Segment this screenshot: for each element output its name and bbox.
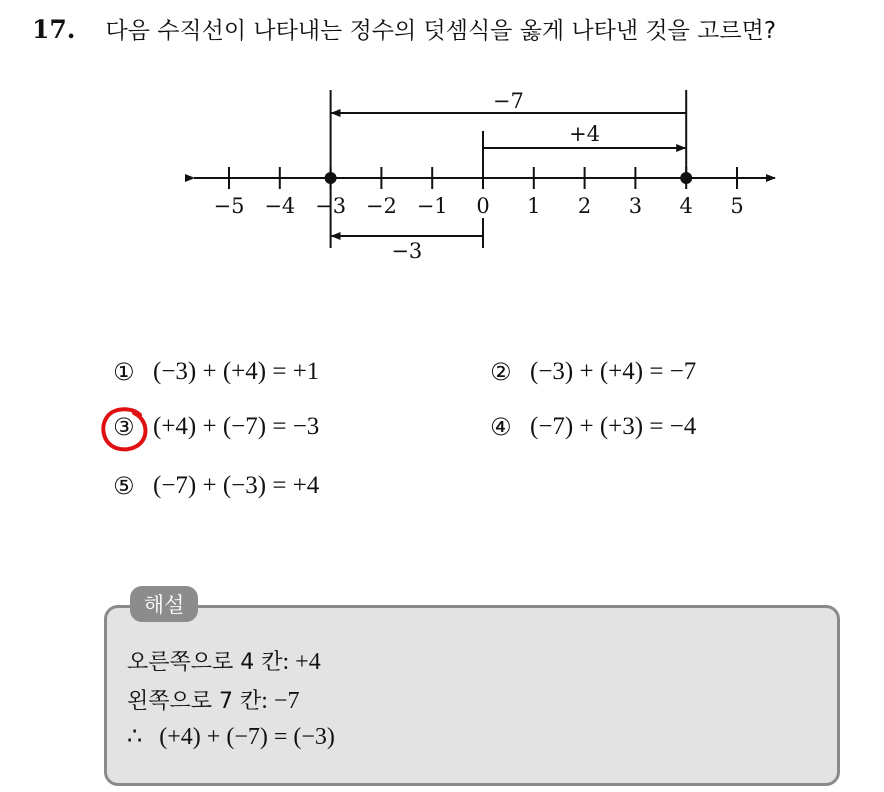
solution-line-3 bbox=[127, 722, 335, 751]
solution-line-3-expr: (+4) + (−7) = (−3) bbox=[159, 724, 335, 750]
choice-2[interactable] bbox=[490, 358, 696, 386]
tick-label--3: −3 bbox=[315, 194, 347, 218]
choice-4[interactable] bbox=[490, 413, 696, 441]
question-number: 17. bbox=[32, 15, 76, 44]
measure-arrow-label-1: −7 bbox=[492, 89, 524, 113]
tick-label--1: −1 bbox=[416, 194, 448, 218]
solution-line-1-text: 오른쪽으로 4 칸 bbox=[127, 650, 283, 675]
choice-4-expr: (−7) + (+3) = −4 bbox=[530, 413, 697, 440]
choice-5-mark: ⑤ bbox=[113, 472, 135, 500]
tick-label--5: −5 bbox=[213, 194, 245, 218]
choice-3-expr: (+4) + (−7) = −3 bbox=[153, 413, 320, 440]
choice-3-mark: ③ bbox=[113, 413, 135, 441]
solution-line-2 bbox=[127, 684, 299, 715]
solution-tag: 해설 bbox=[130, 586, 198, 622]
tick-label-5: 5 bbox=[730, 194, 744, 218]
solution-line-1-value: : +4 bbox=[282, 649, 321, 675]
measure-arrow-label-2: +4 bbox=[569, 122, 601, 146]
solution-line-2-value: : −7 bbox=[261, 688, 300, 714]
choice-2-mark: ② bbox=[490, 358, 512, 386]
tick-label-2: 2 bbox=[577, 194, 592, 218]
number-line-diagram bbox=[0, 0, 884, 300]
measure-arrow-label-3: −3 bbox=[391, 239, 423, 263]
therefore-symbol: ∴ bbox=[127, 724, 143, 750]
choice-2-expr: (−3) + (+4) = −7 bbox=[530, 358, 697, 385]
choice-1-expr: (−3) + (+4) = +1 bbox=[153, 358, 320, 385]
tick-label-1: 1 bbox=[527, 194, 541, 218]
choice-5[interactable] bbox=[113, 472, 319, 500]
tick-label--4: −4 bbox=[264, 194, 296, 218]
tick-label-0: 0 bbox=[476, 194, 490, 218]
choice-4-mark: ④ bbox=[490, 413, 512, 441]
answer-circle-mark bbox=[100, 405, 150, 453]
choice-1-mark: ① bbox=[113, 358, 135, 386]
tick-label-3: 3 bbox=[628, 194, 643, 218]
solution-line-1 bbox=[127, 645, 321, 676]
choice-1[interactable] bbox=[113, 358, 319, 386]
tick-label--2: −2 bbox=[365, 194, 397, 218]
tick-label-4: 4 bbox=[679, 194, 693, 218]
choice-5-expr: (−7) + (−3) = +4 bbox=[153, 472, 320, 499]
question-text: 다음 수직선이 나타내는 정수의 덧셈식을 옳게 나타낸 것을 고르면? bbox=[105, 18, 777, 44]
solution-line-2-text: 왼쪽으로 7 칸 bbox=[127, 689, 262, 714]
